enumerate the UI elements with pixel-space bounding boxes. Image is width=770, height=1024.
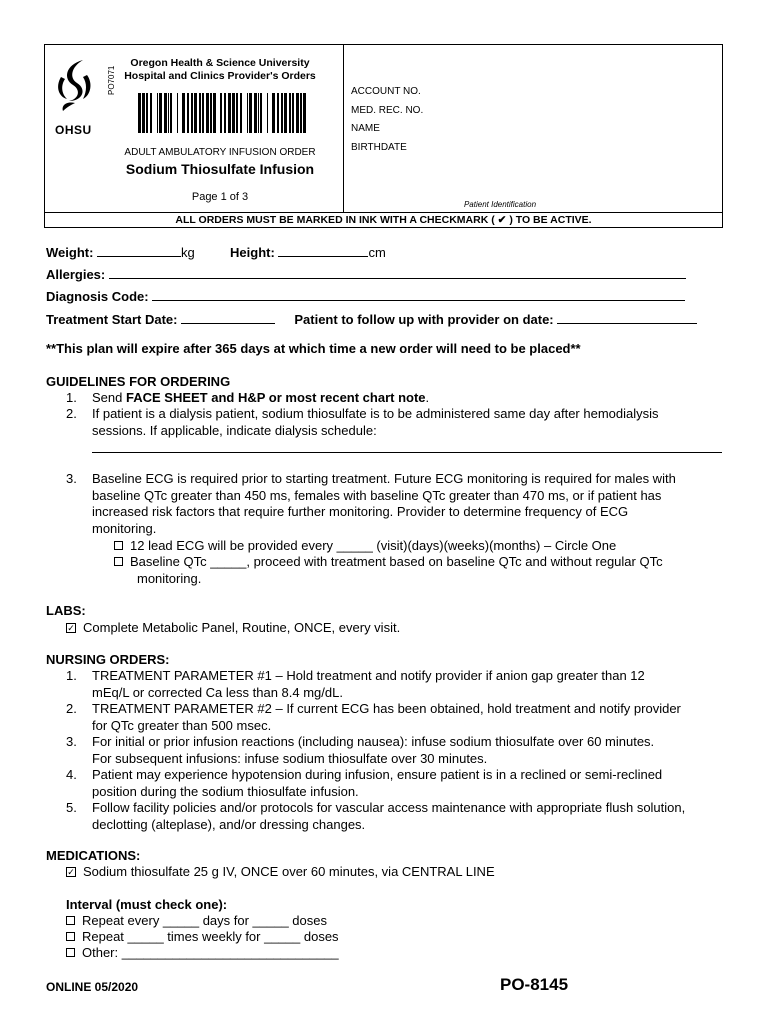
barcode-bar — [199, 93, 201, 133]
guideline-3: 3. Baseline ECG is required prior to starting treatment. Future ECG monitoring is required for males with baseline QTc greater than 450 ms, females with baseline QTc greater than 470 ms, or if patient has increased risk factors that require further monitoring. Provider to determine frequency of ECG monitoring. — [66, 471, 676, 536]
patient-fields — [351, 83, 423, 157]
barcode-bar — [146, 93, 148, 133]
patient-field-label: ACCOUNT NO. — [351, 86, 421, 97]
ink-notice: ALL ORDERS MUST BE MARKED IN INK WITH A CHECKMARK ( ✔ ) TO BE ACTIVE. — [175, 214, 592, 226]
barcode-bar — [240, 93, 242, 133]
barcode-bar — [206, 93, 209, 133]
ecg-option-1-checkbox[interactable] — [114, 541, 123, 550]
interval-option-1-checkbox[interactable] — [66, 916, 75, 925]
weight-height-row: Weight: kg Height: cm — [46, 245, 386, 260]
org-line-1: Oregon Health & Science University — [130, 57, 310, 69]
medication-checkbox-checked[interactable]: ✓ — [67, 866, 75, 877]
diagnosis-field[interactable] — [152, 288, 685, 301]
labs-checkbox-checked[interactable]: ✓ — [67, 622, 75, 633]
guideline-1: 1. Send FACE SHEET and H&P or most recent chart note. — [66, 390, 430, 405]
nursing-list — [46, 668, 736, 833]
barcode-bar — [220, 93, 222, 133]
ecg-option-1: 12 lead ECG will be provided every _____ (visit)(days)(weeks)(months) – Circle One — [114, 538, 616, 554]
medications-heading: MEDICATIONS: — [46, 848, 141, 863]
barcode-bar — [150, 93, 152, 133]
footer-version: ONLINE 05/2020 — [46, 980, 139, 994]
diagnosis-row: Diagnosis Code: — [46, 288, 685, 305]
labs-item: ✓ Complete Metabolic Panel, Routine, ONCE, every visit. — [67, 620, 401, 635]
guidelines-heading: GUIDELINES FOR ORDERING — [46, 374, 231, 389]
barcode-bar — [228, 93, 231, 133]
barcode-bar — [159, 93, 162, 133]
order-title: Sodium Thiosulfate Infusion — [125, 161, 315, 177]
patient-field-label: BIRTHDATE — [351, 141, 407, 153]
nursing-order-4: 4. Patient may experience hypotension during infusion, ensure patient is in a reclined or semi-reclined position during the sodium thiosulfate infusion. — [66, 767, 663, 799]
barcode-bar — [249, 93, 252, 133]
barcode — [138, 93, 308, 133]
labs-heading: LABS: — [46, 603, 86, 618]
height-field[interactable] — [278, 244, 368, 257]
interval-option-3: Other: ______________________________ — [66, 945, 339, 961]
barcode-bar — [142, 93, 145, 133]
barcode-bar — [191, 93, 193, 133]
barcode-bar — [284, 93, 287, 133]
ohsu-logo-icon — [53, 57, 97, 123]
page-number: Page 1 of 3 — [191, 191, 249, 203]
interval-option-3-checkbox[interactable] — [66, 948, 75, 957]
dates-row: Treatment Start Date: Patient to follow up with provider on date: — [46, 311, 697, 328]
ecg-option-2: Baseline QTc _____, proceed with treatment based on baseline QTc and without regular QTc monitoring. — [114, 554, 663, 587]
barcode-bar — [267, 93, 268, 133]
org-line-2: Hospital and Clinics Provider's Orders — [124, 70, 316, 82]
followup-date-field[interactable] — [557, 311, 697, 324]
org-name — [115, 57, 325, 83]
interval-option-2: Repeat _____ times weekly for _____ doses — [66, 929, 339, 945]
barcode-bar — [202, 93, 204, 133]
barcode-bar — [157, 93, 158, 133]
patient-id-caption: Patient Identification — [463, 200, 537, 209]
medication-item: ✓ Sodium thiosulfate 25 g IV, ONCE over 60 minutes, via CENTRAL LINE — [67, 864, 495, 879]
ecg-option-2-checkbox[interactable] — [114, 557, 123, 566]
interval-heading: Interval (must check one): — [66, 897, 228, 912]
order-header — [44, 44, 723, 228]
guideline-2: 2. If patient is a dialysis patient, sodium thiosulfate is to be administered same day after hemodialysis sessions. If applicable, indicate dialysis schedule: — [66, 406, 659, 438]
interval-option-1: Repeat every _____ days for _____ doses — [66, 913, 327, 929]
nursing-order-5: 5. Follow facility policies and/or protocols for vascular access maintenance with appropriate flush solution, declotting (alteplase), and/or dressing changes. — [66, 800, 686, 832]
barcode-bar — [303, 93, 306, 133]
barcode-bar — [164, 93, 167, 133]
barcode-bar — [281, 93, 283, 133]
barcode-bar — [260, 93, 262, 133]
barcode-bar — [232, 93, 235, 133]
barcode-bar — [170, 93, 172, 133]
logo-text: OHSU — [55, 123, 92, 137]
barcode-bar — [187, 93, 189, 133]
barcode-bar — [177, 93, 178, 133]
barcode-bar — [277, 93, 279, 133]
patient-field-label: MED. REC. NO. — [351, 104, 424, 116]
allergies-row: Allergies: — [46, 266, 686, 283]
form-number: PO-8145 — [500, 975, 569, 994]
barcode-bar — [247, 93, 248, 133]
weight-field[interactable] — [97, 244, 181, 257]
barcode-bar — [168, 93, 169, 133]
barcode-bar — [289, 93, 291, 133]
interval-option-2-checkbox[interactable] — [66, 932, 75, 941]
barcode-bar — [236, 93, 238, 133]
barcode-bar — [224, 93, 226, 133]
barcode-bar — [296, 93, 299, 133]
dialysis-schedule-field[interactable] — [92, 452, 722, 453]
barcode-bar — [254, 93, 257, 133]
barcode-bar — [194, 93, 197, 133]
barcode-bar — [210, 93, 212, 133]
start-date-field[interactable] — [181, 311, 275, 324]
nursing-order-2: 2. TREATMENT PARAMETER #2 – If current ECG has been obtained, hold treatment and notify provider for QTc greater than 500 msec. — [66, 701, 681, 733]
nursing-order-1: 1. TREATMENT PARAMETER #1 – Hold treatment and notify provider if anion gap greater than 12 mEq/L or corrected Ca less than 8.4 mg/dL. — [66, 668, 645, 700]
barcode-bar — [258, 93, 259, 133]
barcode-bar — [138, 93, 141, 133]
nursing-heading: NURSING ORDERS: — [46, 652, 170, 667]
form-code: PO7071 — [107, 65, 116, 95]
barcode-bar — [292, 93, 294, 133]
nursing-order-3: 3. For initial or prior infusion reactions (including nausea): infuse sodium thiosulfate over 60 minutes. For subsequent infusions: infuse sodium thiosulfate over 30 minutes. — [66, 734, 655, 766]
allergies-field[interactable] — [109, 266, 686, 279]
barcode-bar — [213, 93, 216, 133]
barcode-bar — [272, 93, 275, 133]
barcode-bar — [182, 93, 185, 133]
patient-field-label: NAME — [351, 123, 380, 134]
expire-notice: **This plan will expire after 365 days at which time a new order will need to be placed** — [46, 341, 581, 356]
order-type: ADULT AMBULATORY INFUSION ORDER — [124, 147, 316, 158]
barcode-bar — [300, 93, 302, 133]
